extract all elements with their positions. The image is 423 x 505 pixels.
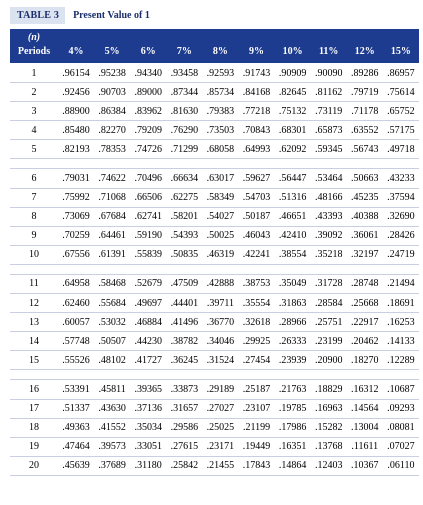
value-cell: .16351 [278,441,307,453]
value-cell: .57175 [387,124,415,136]
value-cell: .96154 [62,67,90,79]
value-cell: .82270 [98,124,126,136]
value-cell: .49718 [387,143,415,155]
value-cell: .66506 [134,192,162,204]
value-cell: .41552 [98,422,126,434]
table-row [10,380,419,399]
value-cell: .50025 [206,230,235,242]
value-cell: .37689 [98,460,126,472]
value-cell: .42241 [242,249,271,261]
value-cell: .25668 [351,297,379,309]
value-cell: .84168 [242,86,271,98]
value-cell: .58201 [170,211,199,223]
value-cell: .85734 [206,86,235,98]
value-cell: .54027 [206,211,235,223]
value-cell: .58349 [206,192,235,204]
value-cell: .71068 [98,192,126,204]
value-cell: .85480 [62,124,90,136]
value-cell: .29586 [170,422,199,434]
table-row [10,313,419,332]
value-cell: .60057 [62,316,90,328]
column-header-rate: 9% [249,46,265,57]
value-cell: .11611 [351,441,379,453]
value-cell: .35554 [242,297,271,309]
value-cell: .33873 [170,383,199,395]
value-cell: .07027 [387,441,415,453]
column-header-rate: 12% [354,46,375,57]
period-cell: 12 [29,297,39,309]
period-cell: 1 [31,67,37,79]
value-cell: .42888 [206,278,235,290]
period-cell: 6 [31,173,37,185]
value-cell: .21763 [278,383,307,395]
value-cell: .75614 [387,86,415,98]
value-cell: .17986 [278,422,307,434]
value-cell: .67556 [62,249,90,261]
column-header-rate: 10% [282,46,303,57]
value-cell: .67684 [98,211,126,223]
period-cell: 15 [29,354,39,366]
value-cell: .46884 [134,316,162,328]
table-row [10,294,419,313]
value-cell: .42410 [278,230,307,242]
value-cell: .22917 [351,316,379,328]
value-cell: .31728 [314,278,343,290]
value-cell: .36770 [206,316,235,328]
period-cell: 18 [29,422,39,434]
group-separator [10,370,419,380]
value-cell: .31180 [134,460,162,472]
value-cell: .50835 [170,249,199,261]
value-cell: .92456 [62,86,90,98]
column-header-periods: Periods [17,46,51,57]
table-row [10,457,419,476]
value-cell: .21494 [387,278,415,290]
value-cell: .26333 [278,335,307,347]
value-cell: .21455 [206,460,235,472]
value-cell: .59627 [242,173,271,185]
value-cell: .39092 [314,230,343,242]
value-cell: .83962 [134,105,162,117]
value-cell: .73069 [62,211,90,223]
value-cell: .62092 [278,143,307,155]
value-cell: .59190 [134,230,162,242]
value-cell: .79719 [351,86,379,98]
value-cell: .43630 [98,403,126,415]
value-cell: .53032 [98,316,126,328]
value-cell: .12289 [387,354,415,366]
value-cell: .08081 [387,422,415,434]
value-cell: .81630 [170,105,199,117]
value-cell: .78353 [98,143,126,155]
value-cell: .06110 [387,460,415,472]
table-row [10,102,419,121]
value-cell: .91743 [242,67,271,79]
value-cell: .38753 [242,278,271,290]
table-body [10,64,419,476]
value-cell: .24719 [387,249,415,261]
value-cell: .66634 [170,173,199,185]
period-cell: 7 [31,192,37,204]
value-cell: .43233 [387,173,415,185]
value-cell: .51337 [62,403,90,415]
value-cell: .56447 [278,173,307,185]
value-cell: .56743 [351,143,379,155]
value-cell: .46043 [242,230,271,242]
table-header [10,29,419,63]
value-cell: .29189 [206,383,235,395]
value-cell: .75132 [278,105,307,117]
value-cell: .70496 [134,173,162,185]
value-cell: .73119 [315,105,343,117]
table-title: Present Value of 1 [73,9,150,21]
value-cell: .54703 [242,192,271,204]
value-cell: .44230 [134,335,162,347]
value-cell: .32618 [242,316,271,328]
column-header-rate: 4% [68,46,84,57]
value-cell: .63552 [351,124,379,136]
value-cell: .45235 [351,192,379,204]
value-cell: .25751 [314,316,343,328]
group-separator [10,265,419,275]
column-header-rate: 7% [176,46,192,57]
period-cell: 11 [29,278,39,290]
value-cell: .36245 [170,354,199,366]
value-cell: .68301 [278,124,307,136]
value-cell: .62741 [134,211,162,223]
value-cell: .82645 [278,86,307,98]
value-cell: .53391 [62,383,90,395]
value-cell: .48102 [98,354,126,366]
value-cell: .37594 [387,192,415,204]
value-cell: .21199 [242,422,271,434]
value-cell: .88900 [62,105,90,117]
value-cell: .37136 [134,403,162,415]
value-cell: .23107 [242,403,271,415]
value-cell: .27454 [242,354,271,366]
table-row [10,275,419,294]
table-row [10,332,419,351]
value-cell: .17843 [242,460,271,472]
period-cell: 4 [31,124,37,136]
value-cell: .55839 [134,249,162,261]
value-cell: .39711 [206,297,234,309]
value-cell: .25025 [206,422,235,434]
value-cell: .45639 [62,460,90,472]
table-caption [10,6,150,24]
value-cell: .34046 [206,335,235,347]
value-cell: .47509 [170,278,199,290]
value-cell: .49363 [62,422,90,434]
value-cell: .71299 [170,143,199,155]
value-cell: .90909 [278,67,307,79]
value-cell: .13768 [314,441,343,453]
value-cell: .68058 [206,143,235,155]
value-cell: .23171 [206,441,235,453]
value-cell: .58468 [98,278,126,290]
value-cell: .31524 [206,354,235,366]
value-cell: .23199 [314,335,343,347]
value-cell: .73503 [206,124,235,136]
value-cell: .32690 [387,211,415,223]
table-row [10,121,419,140]
value-cell: .14564 [351,403,379,415]
value-cell: .25842 [170,460,199,472]
value-cell: .77218 [242,105,271,117]
value-cell: .62460 [62,297,90,309]
table-row [10,83,419,102]
value-cell: .55684 [98,297,126,309]
value-cell: .15282 [314,422,343,434]
value-cell: .43393 [314,211,343,223]
value-cell: .28426 [387,230,415,242]
value-cell: .35034 [134,422,162,434]
period-cell: 20 [29,460,39,472]
value-cell: .25187 [242,383,271,395]
value-cell: .61391 [98,249,126,261]
value-cell: .19785 [278,403,307,415]
column-header-rate: 5% [104,46,120,57]
value-cell: .18691 [387,297,415,309]
value-cell: .46319 [206,249,235,261]
value-cell: .59345 [314,143,343,155]
period-cell: 17 [29,403,39,415]
value-cell: .79031 [62,173,90,185]
value-cell: .94340 [134,67,162,79]
value-cell: .70259 [62,230,90,242]
value-cell: .52679 [134,278,162,290]
group-separator [10,159,419,169]
value-cell: .33051 [134,441,162,453]
value-cell: .57748 [62,335,90,347]
table-row [10,64,419,83]
value-cell: .82193 [62,143,90,155]
value-cell: .14864 [278,460,307,472]
value-cell: .79383 [206,105,235,117]
period-cell: 19 [29,441,39,453]
value-cell: .55526 [62,354,90,366]
value-cell: .74622 [98,173,126,185]
value-cell: .28748 [351,278,379,290]
value-cell: .28966 [278,316,307,328]
value-cell: .19449 [242,441,271,453]
value-cell: .35049 [278,278,307,290]
value-cell: .64993 [242,143,271,155]
value-cell: .36061 [351,230,379,242]
value-cell: .28584 [314,297,343,309]
value-cell: .74726 [134,143,162,155]
value-cell: .50507 [98,335,126,347]
value-cell: .64461 [98,230,126,242]
table-row [10,438,419,457]
value-cell: .18270 [351,354,379,366]
value-cell: .70843 [242,124,271,136]
value-cell: .31657 [170,403,199,415]
value-cell: .35218 [314,249,343,261]
value-cell: .38782 [170,335,199,347]
value-cell: .16963 [314,403,343,415]
value-cell: .62275 [170,192,199,204]
value-cell: .65752 [387,105,415,117]
value-cell: .93458 [170,67,199,79]
value-cell: .12403 [314,460,343,472]
value-cell: .20462 [351,335,379,347]
table-number-label: TABLE 3 [10,7,65,24]
value-cell: .45811 [98,383,126,395]
column-header-rate: 15% [390,46,411,57]
table-row [10,400,419,419]
period-cell: 8 [31,211,37,223]
value-cell: .29925 [242,335,271,347]
value-cell: .46651 [278,211,307,223]
table-row [10,419,419,438]
value-cell: .48166 [314,192,343,204]
value-cell: .90090 [314,67,343,79]
value-cell: .50663 [351,173,379,185]
value-cell: .16253 [387,316,415,328]
period-cell: 13 [29,316,39,328]
value-cell: .47464 [62,441,90,453]
value-cell: .10367 [351,460,379,472]
value-cell: .27615 [170,441,199,453]
value-cell: .79209 [134,124,162,136]
period-cell: 3 [31,105,37,117]
value-cell: .87344 [170,86,199,98]
value-cell: .89286 [351,67,379,79]
value-cell: .86957 [387,67,415,79]
value-cell: .90703 [98,86,126,98]
periods-n-label: (n) [27,32,41,43]
value-cell: .49697 [134,297,162,309]
value-cell: .41727 [134,354,162,366]
value-cell: .20900 [314,354,343,366]
value-cell: .51316 [278,192,307,204]
value-cell: .75992 [62,192,90,204]
value-cell: .89000 [134,86,162,98]
column-header-rate: 8% [212,46,228,57]
value-cell: .27027 [206,403,235,415]
period-cell: 10 [29,249,39,261]
column-header-rate: 6% [140,46,156,57]
value-cell: .13004 [351,422,379,434]
period-cell: 9 [31,230,37,242]
value-cell: .53464 [314,173,343,185]
value-cell: .41496 [170,316,199,328]
table-row [10,351,419,370]
value-cell: .54393 [170,230,199,242]
value-cell: .32197 [351,249,379,261]
table-row [10,140,419,159]
value-cell: .23939 [278,354,307,366]
value-cell: .63017 [206,173,235,185]
table-row [10,208,419,227]
value-cell: .39573 [98,441,126,453]
period-cell: 16 [29,383,39,395]
value-cell: .16312 [351,383,379,395]
value-cell: .50187 [242,211,271,223]
table-row [10,189,419,208]
value-cell: .44401 [170,297,199,309]
value-cell: .86384 [98,105,126,117]
value-cell: .92593 [206,67,235,79]
value-cell: .81162 [315,86,343,98]
value-cell: .10687 [387,383,415,395]
value-cell: .40388 [351,211,379,223]
value-cell: .65873 [314,124,343,136]
table-row [10,169,419,188]
value-cell: .09293 [387,403,415,415]
period-cell: 14 [29,335,39,347]
value-cell: .95238 [98,67,126,79]
value-cell: .76290 [170,124,199,136]
value-cell: .38554 [278,249,307,261]
period-cell: 5 [31,143,37,155]
period-cell: 2 [31,86,37,98]
table-row [10,246,419,265]
value-cell: .64958 [62,278,90,290]
header-row [10,46,419,60]
table-row [10,227,419,246]
value-cell: .18829 [314,383,343,395]
value-cell: .39365 [134,383,162,395]
value-cell: .31863 [278,297,307,309]
value-cell: .14133 [387,335,415,347]
column-header-rate: 11% [318,46,339,57]
value-cell: .71178 [351,105,379,117]
